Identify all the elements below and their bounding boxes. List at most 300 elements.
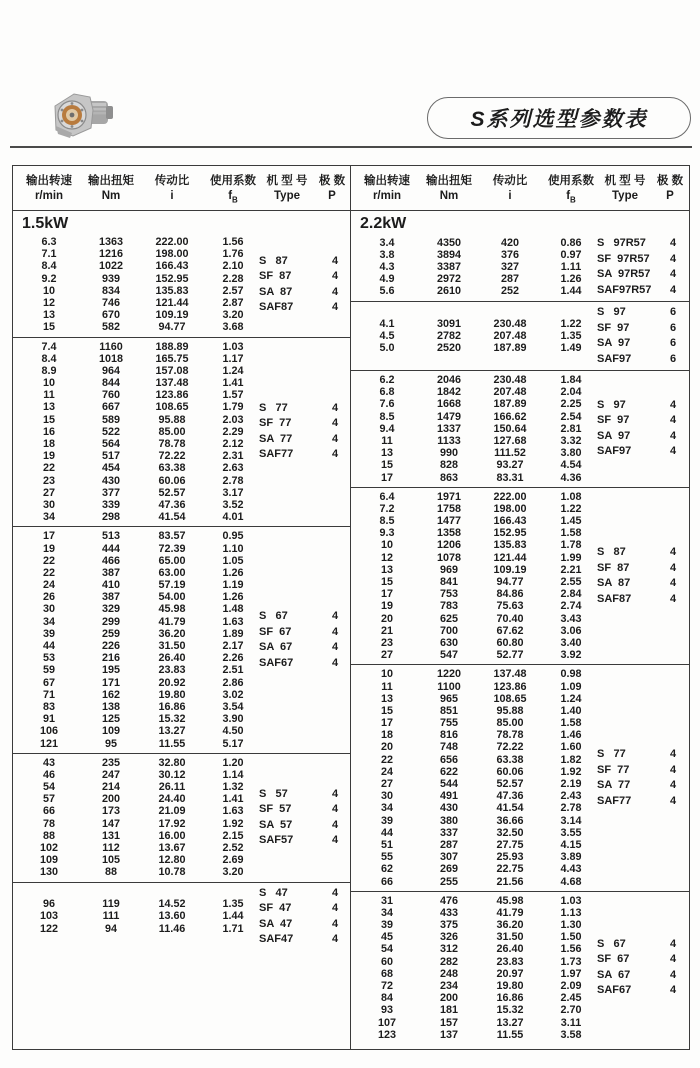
speed-cell: 7.4	[41, 340, 57, 353]
fb-cell: 2.69	[222, 854, 244, 867]
table-row	[13, 757, 259, 769]
torque-cell: 1758	[436, 502, 462, 515]
table-row	[351, 876, 597, 888]
page-title-capsule	[427, 97, 691, 139]
table-row	[13, 628, 259, 640]
table-row	[351, 649, 597, 661]
fb-cell: 1.79	[222, 401, 244, 414]
ratio-cell: 376	[500, 248, 519, 261]
fb-cell: 4.68	[560, 875, 582, 888]
speed-cell: 10	[42, 377, 55, 390]
table-row	[351, 330, 597, 342]
table-row	[351, 576, 597, 588]
speed-cell: 27	[42, 486, 55, 499]
torque-cell: 1358	[436, 527, 462, 540]
table-row	[13, 426, 259, 438]
speed-cell: 7.2	[379, 502, 395, 515]
speed-cell: 43	[42, 756, 55, 769]
speed-cell: 45	[380, 931, 393, 944]
torque-cell: 939	[101, 272, 120, 285]
speed-cell: 31	[380, 894, 393, 907]
torque-cell: 844	[101, 377, 120, 390]
ratio-cell: 108.65	[155, 401, 189, 414]
table-row	[13, 805, 259, 817]
ratio-cell: 166.62	[493, 410, 527, 423]
fb-cell: 2.28	[222, 272, 244, 285]
torque-cell: 755	[439, 717, 458, 730]
type-label: SF 87	[597, 561, 630, 574]
speed-cell: 57	[42, 793, 55, 806]
header-en-label: i	[508, 190, 512, 203]
pole-count: 4	[331, 933, 339, 946]
table-row	[351, 895, 597, 907]
ratio-cell: 198.00	[155, 248, 189, 261]
torque-cell: 2520	[436, 342, 462, 355]
type-row	[597, 747, 689, 763]
speed-cell: 6.8	[379, 386, 395, 399]
torque-cell: 247	[101, 768, 120, 781]
table-row	[351, 459, 597, 471]
table-row	[351, 851, 597, 863]
ratio-cell: 21.56	[496, 875, 524, 888]
ratio-cell: 36.20	[496, 919, 524, 932]
torque-cell: 299	[101, 615, 120, 628]
type-label: SAF67	[597, 984, 632, 997]
speed-cell: 54	[42, 781, 55, 794]
type-label: SF 77	[597, 763, 630, 776]
ratio-cell: 13.27	[158, 725, 186, 738]
blocks-left	[13, 233, 350, 951]
speed-cell: 91	[42, 713, 55, 726]
fb-cell: 4.01	[222, 511, 244, 524]
speed-cell: 19	[42, 450, 55, 463]
type-row	[597, 763, 689, 779]
ratio-cell: 137.48	[155, 377, 189, 390]
table-row	[13, 842, 259, 854]
table-row	[351, 741, 597, 753]
speed-cell: 102	[39, 842, 58, 854]
ratio-cell: 11.55	[158, 737, 186, 750]
type-label: S 97R57	[597, 237, 646, 249]
torque-cell: 1022	[98, 260, 124, 273]
header-subscript: B	[232, 195, 238, 205]
type-row	[259, 932, 351, 948]
ratio-cell: 121.44	[493, 551, 527, 564]
fb-cell: 1.57	[222, 389, 244, 402]
fb-cell: 1.19	[222, 579, 244, 592]
table-row	[351, 1029, 597, 1041]
pole-count: 4	[669, 794, 677, 807]
fb-cell: 2.63	[222, 462, 244, 475]
fb-cell: 2.86	[222, 676, 244, 689]
table-row	[13, 462, 259, 474]
speed-cell: 9.3	[379, 527, 395, 540]
table-row	[13, 487, 259, 499]
fb-cell: 5.17	[222, 737, 244, 750]
header-zh-label: 使用系数	[548, 175, 594, 188]
table-row	[13, 818, 259, 830]
torque-cell: 828	[439, 459, 458, 472]
pole-count: 6	[669, 337, 677, 349]
pole-count: 4	[331, 803, 339, 816]
type-row	[597, 236, 689, 252]
ratio-cell: 20.92	[158, 676, 186, 689]
pole-count: 4	[669, 592, 677, 605]
ratio-cell: 47.36	[158, 498, 186, 511]
power-label-left: 1.5kW	[22, 215, 69, 232]
type-row	[259, 833, 351, 849]
type-label: SA 77	[259, 432, 293, 445]
fb-cell: 1.63	[222, 805, 244, 818]
torque-cell: 94	[104, 922, 117, 935]
fb-cell: 1.26	[222, 591, 244, 604]
fb-cell: 2.29	[222, 425, 244, 438]
ratio-cell: 65.00	[158, 554, 186, 567]
table-row	[351, 318, 597, 330]
pole-count: 6	[669, 352, 677, 365]
fb-cell: 3.20	[222, 866, 244, 879]
torque-cell: 760	[101, 389, 120, 402]
type-row	[259, 300, 351, 316]
torque-cell: 2046	[436, 374, 462, 386]
table-row	[351, 1017, 597, 1029]
speed-cell: 4.5	[379, 329, 395, 342]
type-group	[597, 545, 689, 607]
pole-count: 4	[331, 432, 339, 445]
speed-cell: 10	[42, 284, 55, 297]
fb-cell: 1.03	[560, 894, 582, 907]
table-row	[351, 423, 597, 435]
header-subscript: B	[570, 195, 576, 205]
speed-cell: 20	[380, 741, 393, 754]
torque-cell: 454	[101, 462, 120, 475]
speed-cell: 17	[380, 717, 393, 730]
fb-cell: 1.26	[560, 273, 582, 286]
speed-cell: 130	[39, 866, 58, 879]
gear-block	[13, 338, 350, 528]
ratio-cell: 70.40	[496, 612, 524, 625]
ratio-cell: 14.52	[158, 898, 186, 911]
header-en-label: r/min	[34, 190, 64, 203]
speed-cell: 53	[42, 652, 55, 665]
fb-cell: 1.24	[560, 692, 582, 705]
speed-cell: 72	[380, 980, 393, 992]
table-row	[13, 248, 259, 260]
torque-cell: 476	[439, 894, 458, 907]
torque-cell: 255	[439, 875, 458, 888]
header-en-label: Nm	[439, 190, 459, 203]
torque-cell: 700	[439, 624, 458, 637]
fb-cell: 1.48	[222, 603, 244, 616]
speed-cell: 68	[380, 967, 393, 980]
table-row	[351, 717, 597, 729]
speed-cell: 3.8	[379, 248, 395, 261]
torque-cell: 2972	[436, 273, 462, 286]
speed-cell: 6.3	[41, 236, 57, 248]
ratio-cell: 27.75	[496, 838, 524, 851]
data-rows	[13, 530, 259, 749]
torque-cell: 287	[439, 838, 458, 851]
ratio-cell: 41.79	[158, 615, 186, 628]
fb-cell: 1.92	[222, 817, 244, 830]
fb-cell: 1.73	[560, 955, 582, 968]
speed-cell: 67	[42, 676, 55, 689]
torque-cell: 3091	[436, 317, 462, 330]
header-zh-label: 机 型 号	[266, 175, 308, 188]
torque-cell: 157	[439, 1016, 458, 1029]
speed-cell: 93	[380, 1004, 393, 1017]
ratio-cell: 57.19	[158, 579, 186, 592]
table-row	[13, 530, 259, 542]
table-row	[13, 341, 259, 353]
fb-cell: 4.50	[222, 725, 244, 738]
ratio-cell: 26.40	[496, 943, 524, 956]
speed-cell: 11	[43, 389, 55, 402]
table-row	[351, 790, 597, 802]
speed-cell: 96	[42, 898, 55, 911]
fb-cell: 1.26	[222, 566, 244, 579]
torque-cell: 1337	[436, 422, 462, 435]
speed-cell: 107	[377, 1016, 396, 1029]
gear-motor-photo	[46, 86, 116, 142]
speed-cell: 34	[380, 906, 393, 919]
fb-cell: 3.40	[560, 636, 582, 649]
type-row	[597, 252, 689, 268]
type-label: SF 97R57	[597, 252, 650, 265]
fb-cell: 1.44	[222, 910, 244, 923]
torque-cell: 630	[439, 636, 458, 649]
type-row	[597, 576, 689, 592]
type-label: SAF47	[259, 933, 294, 946]
pole-count: 4	[669, 561, 677, 574]
torque-cell: 339	[101, 498, 120, 511]
fb-cell: 2.55	[560, 576, 582, 588]
type-row	[597, 267, 689, 283]
speed-cell: 12	[380, 551, 393, 564]
table-row	[13, 260, 259, 272]
torque-cell: 216	[101, 652, 120, 665]
torque-cell: 1160	[99, 340, 123, 353]
table-row	[351, 600, 597, 612]
page-title: S系列选型参数表	[470, 108, 648, 131]
type-group	[259, 886, 351, 948]
torque-cell: 112	[102, 842, 120, 854]
speed-cell: 18	[380, 729, 393, 742]
table-row	[351, 802, 597, 814]
pole-count: 4	[331, 641, 339, 653]
speed-cell: 55	[380, 851, 393, 864]
speed-cell: 59	[42, 664, 55, 677]
blocks-right	[351, 233, 689, 1044]
type-label: S 97	[597, 398, 626, 411]
table-row	[13, 769, 259, 781]
torque-cell: 234	[439, 980, 458, 992]
header-zh-label: 输出扭矩	[426, 175, 472, 188]
type-group	[597, 398, 689, 460]
torque-cell: 337	[439, 826, 458, 839]
table-row	[13, 603, 259, 615]
type-label: SF 77	[259, 417, 292, 430]
table-row	[351, 613, 597, 625]
table-row	[351, 539, 597, 551]
type-label: SAF97	[597, 445, 632, 458]
header-zh-label: 输出转速	[26, 175, 72, 188]
type-label: SF 47	[259, 902, 292, 915]
ratio-cell: 72.22	[158, 450, 186, 463]
type-label: S 77	[597, 748, 626, 760]
type-row	[259, 269, 351, 285]
data-rows	[13, 757, 259, 879]
torque-cell: 670	[101, 309, 120, 322]
fb-cell: 1.56	[222, 236, 244, 248]
fb-cell: 1.89	[222, 627, 244, 640]
type-label: SAF97	[597, 352, 632, 365]
fb-cell: 2.43	[560, 790, 582, 803]
ratio-cell: 83.31	[496, 471, 524, 484]
ratio-cell: 78.78	[496, 729, 524, 742]
table-row	[351, 552, 597, 564]
header-zh-label: 传动比	[492, 175, 528, 188]
type-row	[597, 336, 689, 352]
ratio-cell: 21.09	[158, 805, 186, 818]
speed-cell: 109	[39, 854, 58, 867]
type-row	[259, 432, 351, 448]
speed-cell: 44	[42, 640, 55, 652]
ratio-cell: 16.00	[158, 829, 186, 842]
ratio-cell: 20.97	[496, 967, 524, 980]
header-zh-label: 输出转速	[364, 175, 410, 188]
fb-cell: 3.17	[222, 486, 244, 499]
speed-cell: 78	[42, 817, 55, 830]
table-row	[351, 668, 597, 680]
torque-cell: 851	[439, 704, 458, 717]
speed-cell: 8.4	[41, 260, 57, 273]
torque-cell: 863	[439, 471, 458, 484]
fb-cell: 1.41	[222, 377, 244, 390]
speed-cell: 8.5	[379, 410, 395, 423]
header-en-label: i	[170, 190, 174, 203]
column-header-right	[351, 166, 689, 211]
table-row	[351, 435, 597, 447]
ratio-cell: 135.83	[155, 284, 189, 297]
table-row	[351, 919, 597, 931]
table-row	[351, 374, 597, 386]
torque-cell: 1018	[98, 352, 124, 365]
torque-cell: 582	[101, 321, 120, 334]
ratio-cell: 420	[500, 236, 519, 249]
speed-cell: 121	[39, 737, 58, 750]
fb-cell: 1.97	[560, 967, 582, 980]
ratio-cell: 111.52	[494, 447, 526, 460]
type-group	[597, 747, 689, 809]
fb-cell: 2.57	[222, 284, 244, 297]
type-row	[259, 901, 351, 917]
fb-cell: 2.17	[222, 640, 244, 652]
speed-cell: 30	[380, 790, 393, 803]
table-row	[13, 616, 259, 628]
fb-cell: 1.10	[222, 542, 244, 555]
type-row	[597, 937, 689, 953]
speed-cell: 7.1	[41, 248, 57, 261]
ratio-cell: 83.57	[158, 530, 186, 543]
fb-cell: 1.35	[222, 898, 244, 911]
torque-cell: 380	[439, 814, 458, 827]
table-row	[13, 511, 259, 523]
fb-cell: 3.02	[222, 688, 244, 701]
fb-cell: 1.58	[560, 527, 582, 540]
table-row	[351, 261, 597, 273]
gear-block	[13, 527, 350, 753]
torque-cell: 1216	[98, 248, 124, 261]
torque-cell: 109	[101, 725, 120, 738]
ratio-cell: 67.62	[496, 624, 524, 637]
speed-cell: 22	[380, 753, 393, 766]
header-en-label: Nm	[101, 190, 121, 203]
table-section-2-2kw	[351, 166, 689, 1049]
torque-cell: 667	[101, 401, 120, 414]
pole-count: 4	[331, 834, 339, 847]
table-row	[13, 830, 259, 842]
type-label: SF 67	[259, 625, 292, 638]
pole-count: 4	[669, 748, 677, 760]
speed-cell: 7.6	[379, 398, 395, 411]
table-row	[351, 398, 597, 410]
ratio-cell: 207.48	[493, 329, 527, 342]
speed-cell: 17	[380, 471, 393, 484]
type-row	[597, 561, 689, 577]
pole-count: 4	[669, 937, 677, 950]
table-row	[13, 309, 259, 321]
type-group	[259, 254, 351, 316]
torque-cell: 248	[439, 967, 458, 980]
fb-cell: 1.03	[222, 340, 244, 353]
torque-cell: 444	[101, 542, 120, 555]
torque-cell: 200	[101, 793, 120, 806]
fb-cell: 0.86	[560, 236, 582, 249]
fb-cell: 2.70	[560, 1004, 582, 1017]
ratio-cell: 45.98	[158, 603, 186, 616]
speed-cell: 6.4	[379, 490, 395, 503]
torque-cell: 1842	[436, 386, 462, 399]
ratio-cell: 41.54	[496, 802, 524, 815]
table-row	[351, 839, 597, 851]
fb-cell: 2.52	[222, 842, 244, 854]
fb-cell: 1.50	[560, 931, 582, 944]
type-label: S 97	[597, 306, 626, 318]
type-label: SF 87	[259, 270, 292, 283]
fb-cell: 3.32	[560, 434, 582, 447]
table-row	[351, 754, 597, 766]
header-zh-label: 极 数	[318, 175, 346, 188]
ratio-cell: 16.86	[496, 992, 524, 1005]
speed-cell: 27	[380, 649, 393, 662]
header-zh-label: 极 数	[656, 175, 684, 188]
speed-cell: 26	[42, 591, 55, 604]
speed-cell: 13	[42, 401, 55, 414]
speed-cell: 19	[380, 600, 393, 613]
torque-cell: 433	[439, 906, 458, 919]
pole-count: 4	[669, 968, 677, 981]
pole-count: 6	[669, 321, 677, 334]
ratio-cell: 60.80	[496, 636, 524, 649]
ratio-cell: 327	[500, 260, 519, 273]
table-row	[13, 591, 259, 603]
type-label: S 87	[259, 254, 288, 267]
fb-cell: 1.84	[560, 374, 582, 386]
table-row	[13, 701, 259, 713]
selection-table	[12, 165, 690, 1050]
gear-block	[351, 488, 689, 666]
